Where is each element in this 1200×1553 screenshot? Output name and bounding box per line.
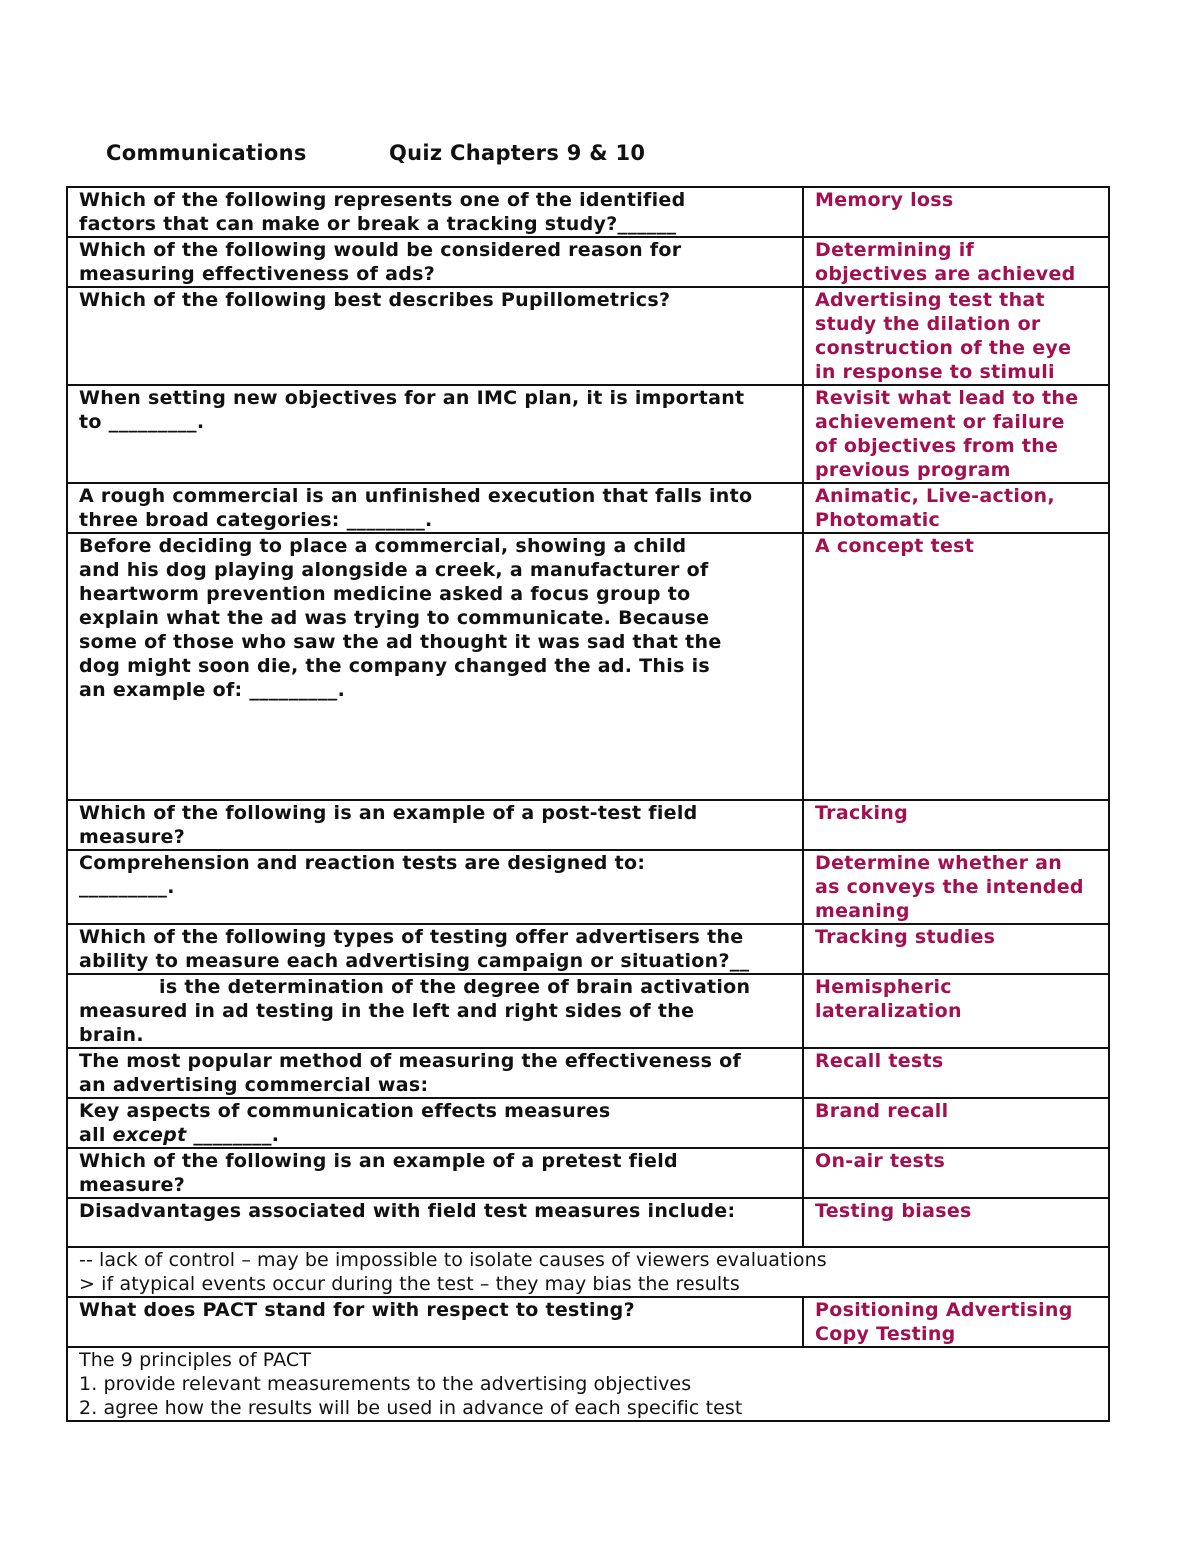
answer-text: Tracking studies xyxy=(815,926,996,948)
table-row xyxy=(67,1098,1109,1148)
answer-cell xyxy=(803,385,1109,483)
question-text: and his dog playing alongside a creek, a manufacturer of xyxy=(79,559,709,581)
note-cell xyxy=(67,1247,1109,1297)
question-text: explain what the ad was trying to communicate. Because xyxy=(79,607,710,629)
answer-text: achievement or failure xyxy=(815,411,1065,433)
question-cell xyxy=(67,187,803,237)
question-text: Which of the following is an example of a pretest field xyxy=(79,1150,678,1172)
question-cell xyxy=(67,1297,803,1347)
question-cell xyxy=(67,924,803,974)
answer-text: in response to stimuli xyxy=(815,361,1055,383)
answer-text: Tracking xyxy=(815,802,909,824)
answer-cell xyxy=(803,800,1109,850)
answer-cell xyxy=(803,533,1109,800)
question-cell xyxy=(67,483,803,533)
question-text: Which of the following is an example of a post-test field xyxy=(79,802,698,824)
question-text: brain. xyxy=(79,1024,144,1046)
question-text: is the determination of the degree of brain activation xyxy=(159,976,751,998)
question-cell xyxy=(67,287,803,385)
note-text: 1. provide relevant measurements to the advertising objectives xyxy=(79,1373,692,1395)
answer-text: objectives are achieved xyxy=(815,263,1076,285)
question-text: measure? xyxy=(79,826,186,848)
question-text: Comprehension and reaction tests are designed to: xyxy=(79,852,646,874)
answer-cell xyxy=(803,287,1109,385)
answer-text: On-air tests xyxy=(815,1150,946,1172)
question-text: all xyxy=(79,1124,113,1146)
answer-text: as conveys the intended xyxy=(815,876,1084,898)
note-text: -- lack of control – may be impossible to isolate causes of viewers evaluations xyxy=(79,1249,827,1271)
answer-text: Recall tests xyxy=(815,1050,944,1072)
answer-text: Determining if xyxy=(815,239,975,261)
question-text: measure? xyxy=(79,1174,186,1196)
answer-text: Advertising test that xyxy=(815,289,1045,311)
answer-text: Brand recall xyxy=(815,1100,949,1122)
question-text-line xyxy=(79,1123,792,1147)
answer-text: Revisit what lead to the xyxy=(815,387,1079,409)
emphasis-text: except xyxy=(112,1124,187,1146)
question-text: an example of: _________. xyxy=(79,679,346,701)
answer-cell xyxy=(803,483,1109,533)
note-text: > if atypical events occur during the test – they may bias the results xyxy=(79,1273,740,1295)
table-row xyxy=(67,187,1109,237)
question-text: ability to measure each advertising campaign or situation?__ xyxy=(79,950,750,972)
answer-cell xyxy=(803,924,1109,974)
answer-text: A concept test xyxy=(815,535,975,557)
question-cell xyxy=(67,533,803,800)
question-text: some of those who saw the ad thought it was sad that the xyxy=(79,631,722,653)
question-text: Which of the following best describes Pupillometrics? xyxy=(79,289,671,311)
answer-text: study the dilation or xyxy=(815,313,1041,335)
answer-text: Photomatic xyxy=(815,509,941,531)
answer-cell xyxy=(803,850,1109,924)
answer-cell xyxy=(803,974,1109,1048)
table-row xyxy=(67,1198,1109,1247)
quiz-title: Quiz Chapters 9 & 10 xyxy=(389,141,646,165)
answer-text: previous program xyxy=(815,459,1011,481)
note-cell xyxy=(67,1347,1109,1421)
answer-text: Hemispheric xyxy=(815,976,952,998)
course-title: Communications xyxy=(106,141,307,165)
table-row xyxy=(67,1148,1109,1198)
answer-cell xyxy=(803,1098,1109,1148)
question-text: Which of the following types of testing offer advertisers the xyxy=(79,926,744,948)
question-cell xyxy=(67,974,803,1048)
question-text: measuring effectiveness of ads? xyxy=(79,263,436,285)
answer-cell xyxy=(803,1048,1109,1098)
question-cell xyxy=(67,1098,803,1148)
question-text: ________. xyxy=(186,1124,280,1146)
question-text: heartworm prevention medicine asked a focus group to xyxy=(79,583,691,605)
question-text: A rough commercial is an unfinished execution that falls into xyxy=(79,485,753,507)
question-text: to _________. xyxy=(79,411,205,433)
table-row xyxy=(67,974,1109,1048)
answer-text: lateralization xyxy=(815,1000,962,1022)
table-row xyxy=(67,1247,1109,1297)
quiz-table xyxy=(66,186,1110,1422)
question-text: Which of the following represents one of the identified xyxy=(79,189,686,211)
question-text: factors that can make or break a tracking study?______ xyxy=(79,213,677,235)
question-cell xyxy=(67,1148,803,1198)
answer-text: Memory loss xyxy=(815,189,954,211)
answer-cell xyxy=(803,1297,1109,1347)
answer-cell xyxy=(803,1198,1109,1247)
table-row xyxy=(67,385,1109,483)
answer-text: Testing biases xyxy=(815,1200,972,1222)
answer-cell xyxy=(803,187,1109,237)
table-row xyxy=(67,483,1109,533)
question-text: an advertising commercial was: xyxy=(79,1074,429,1096)
note-text: The 9 principles of PACT xyxy=(79,1349,311,1371)
question-text: dog might soon die, the company changed the ad. This is xyxy=(79,655,711,677)
table-row xyxy=(67,1297,1109,1347)
answer-text: of objectives from the xyxy=(815,435,1059,457)
answer-cell xyxy=(803,237,1109,287)
answer-text: Copy Testing xyxy=(815,1323,956,1345)
table-row xyxy=(67,1347,1109,1421)
question-text: Before deciding to place a commercial, showing a child xyxy=(79,535,687,557)
question-text: Which of the following would be considered reason for xyxy=(79,239,682,261)
question-cell xyxy=(67,385,803,483)
question-cell xyxy=(67,1048,803,1098)
answer-cell xyxy=(803,1148,1109,1198)
question-cell xyxy=(67,237,803,287)
question-text: When setting new objectives for an IMC plan, it is important xyxy=(79,387,745,409)
answer-text: meaning xyxy=(815,900,910,922)
question-cell xyxy=(67,1198,803,1247)
answer-text: Positioning Advertising xyxy=(815,1299,1073,1321)
page-title xyxy=(106,141,645,165)
table-row xyxy=(67,237,1109,287)
answer-text: Determine whether an xyxy=(815,852,1063,874)
table-row xyxy=(67,533,1109,800)
table-row xyxy=(67,850,1109,924)
table-row xyxy=(67,1048,1109,1098)
table-row xyxy=(67,800,1109,850)
question-text: three broad categories: ________. xyxy=(79,509,433,531)
question-text: What does PACT stand for with respect to testing? xyxy=(79,1299,635,1321)
table-row xyxy=(67,287,1109,385)
question-text: Key aspects of communication effects measures xyxy=(79,1100,611,1122)
question-text: The most popular method of measuring the effectiveness of xyxy=(79,1050,742,1072)
answer-text: construction of the eye xyxy=(815,337,1072,359)
note-text: 2. agree how the results will be used in advance of each specific test xyxy=(79,1397,743,1419)
question-text: _________. xyxy=(79,876,175,898)
answer-text: Animatic, Live-action, xyxy=(815,485,1055,507)
question-text: measured in ad testing in the left and right sides of the xyxy=(79,1000,695,1022)
question-cell xyxy=(67,850,803,924)
question-cell xyxy=(67,800,803,850)
question-text: Disadvantages associated with field test measures include: xyxy=(79,1200,736,1222)
table-row xyxy=(67,924,1109,974)
